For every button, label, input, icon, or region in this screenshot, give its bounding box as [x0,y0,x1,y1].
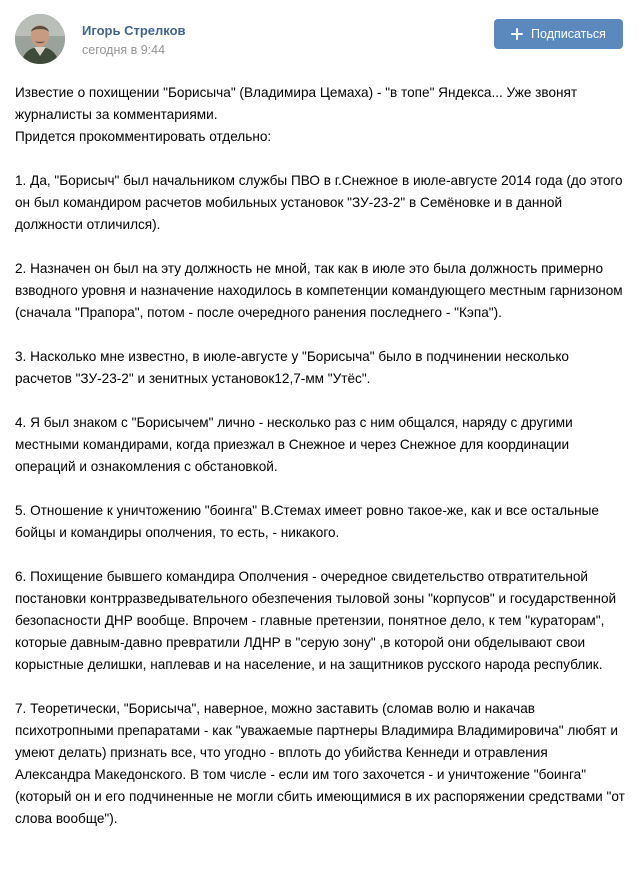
post-paragraph: 6. Похищение бывшего командира Ополчения - очередное свидетельство отвратительной постановки контрразведывательного обезпечения тыловой зоны "корпусов" и государственной безопасности ДНР вообще. Впрочем - главные претензии, понятное дело, к тем "кураторам", которые давным-давно превратили ЛДНР в "серую зону" ,в которой они обделывают свои корыстные делишки, наплевав и на население, и на защитников русского народа республик. [15,569,617,672]
post-paragraph: 3. Насколько мне известно, в июле-августе у "Борисыча" было в подчинении несколько расчетов "ЗУ-23-2" и зенитных установок12,7-мм "Утёс". [15,349,569,386]
subscribe-label: Подписаться [531,27,606,41]
post-paragraph: 5. Отношение к уничтожению "боинга" В.Стемах имеет ровно такое-же, как и все остальные бойцы и командиры ополчения, то есть, - никакого. [15,503,599,540]
post-paragraph: 7. Теоретически, "Борисыча", наверное, можно заставить (сломав волю и накачав психотропными препаратами - как "уважаемые партнеры Владимира Владимировича" любят и умеют делать) признать все, что угодно - вплоть до убийства Кеннеди и отравления Александра Македонского. В том числе - если им того захочется - и уничтожение "боинга" (который он и его подчиненные не могли сбить имеющимися в их распоряжении средствами "от слова вообще"). [15,701,625,826]
post-paragraph: 1. Да, "Борисыч" был начальником службы ПВО в г.Снежное в июле-августе 2014 года (до этого он был командиром расчетов мобильных установок "ЗУ-23-2" в Семёновке и в данной должности отличился). [15,173,623,232]
plus-icon [511,28,523,40]
avatar[interactable] [15,14,65,64]
author-name-link[interactable]: Игорь Стрелков [82,23,186,38]
subscribe-button[interactable] [494,19,623,49]
post-paragraph: 4. Я был знаком с "Борисычем" лично - несколько раз с ним общался, наряду с другими местными командирами, когда приезжал в Снежное и через Снежное для координации операций и ознакомления с обстановкой. [15,415,573,474]
post-text [15,82,625,852]
author-block [82,23,186,58]
post-paragraph: 2. Назначен он был на эту должность не мной, так как в июле это была должность примерно взводного уровня и назначение находилось в компетенции командующего местным гарнизоном (сначала "Прапора", потом - после очередного ранения последнего - "Кэпа"). [15,261,623,320]
post-header [15,14,623,64]
post-paragraph: Известие о похищении "Борисыча" (Владимира Цемаха) - "в топе" Яндекса... Уже звонят журналисты за комментариями. Придется прокомментировать отдельно: [15,85,578,144]
post-time-link[interactable]: сегодня в 9:44 [82,43,166,57]
avatar-photo-icon [15,14,65,64]
